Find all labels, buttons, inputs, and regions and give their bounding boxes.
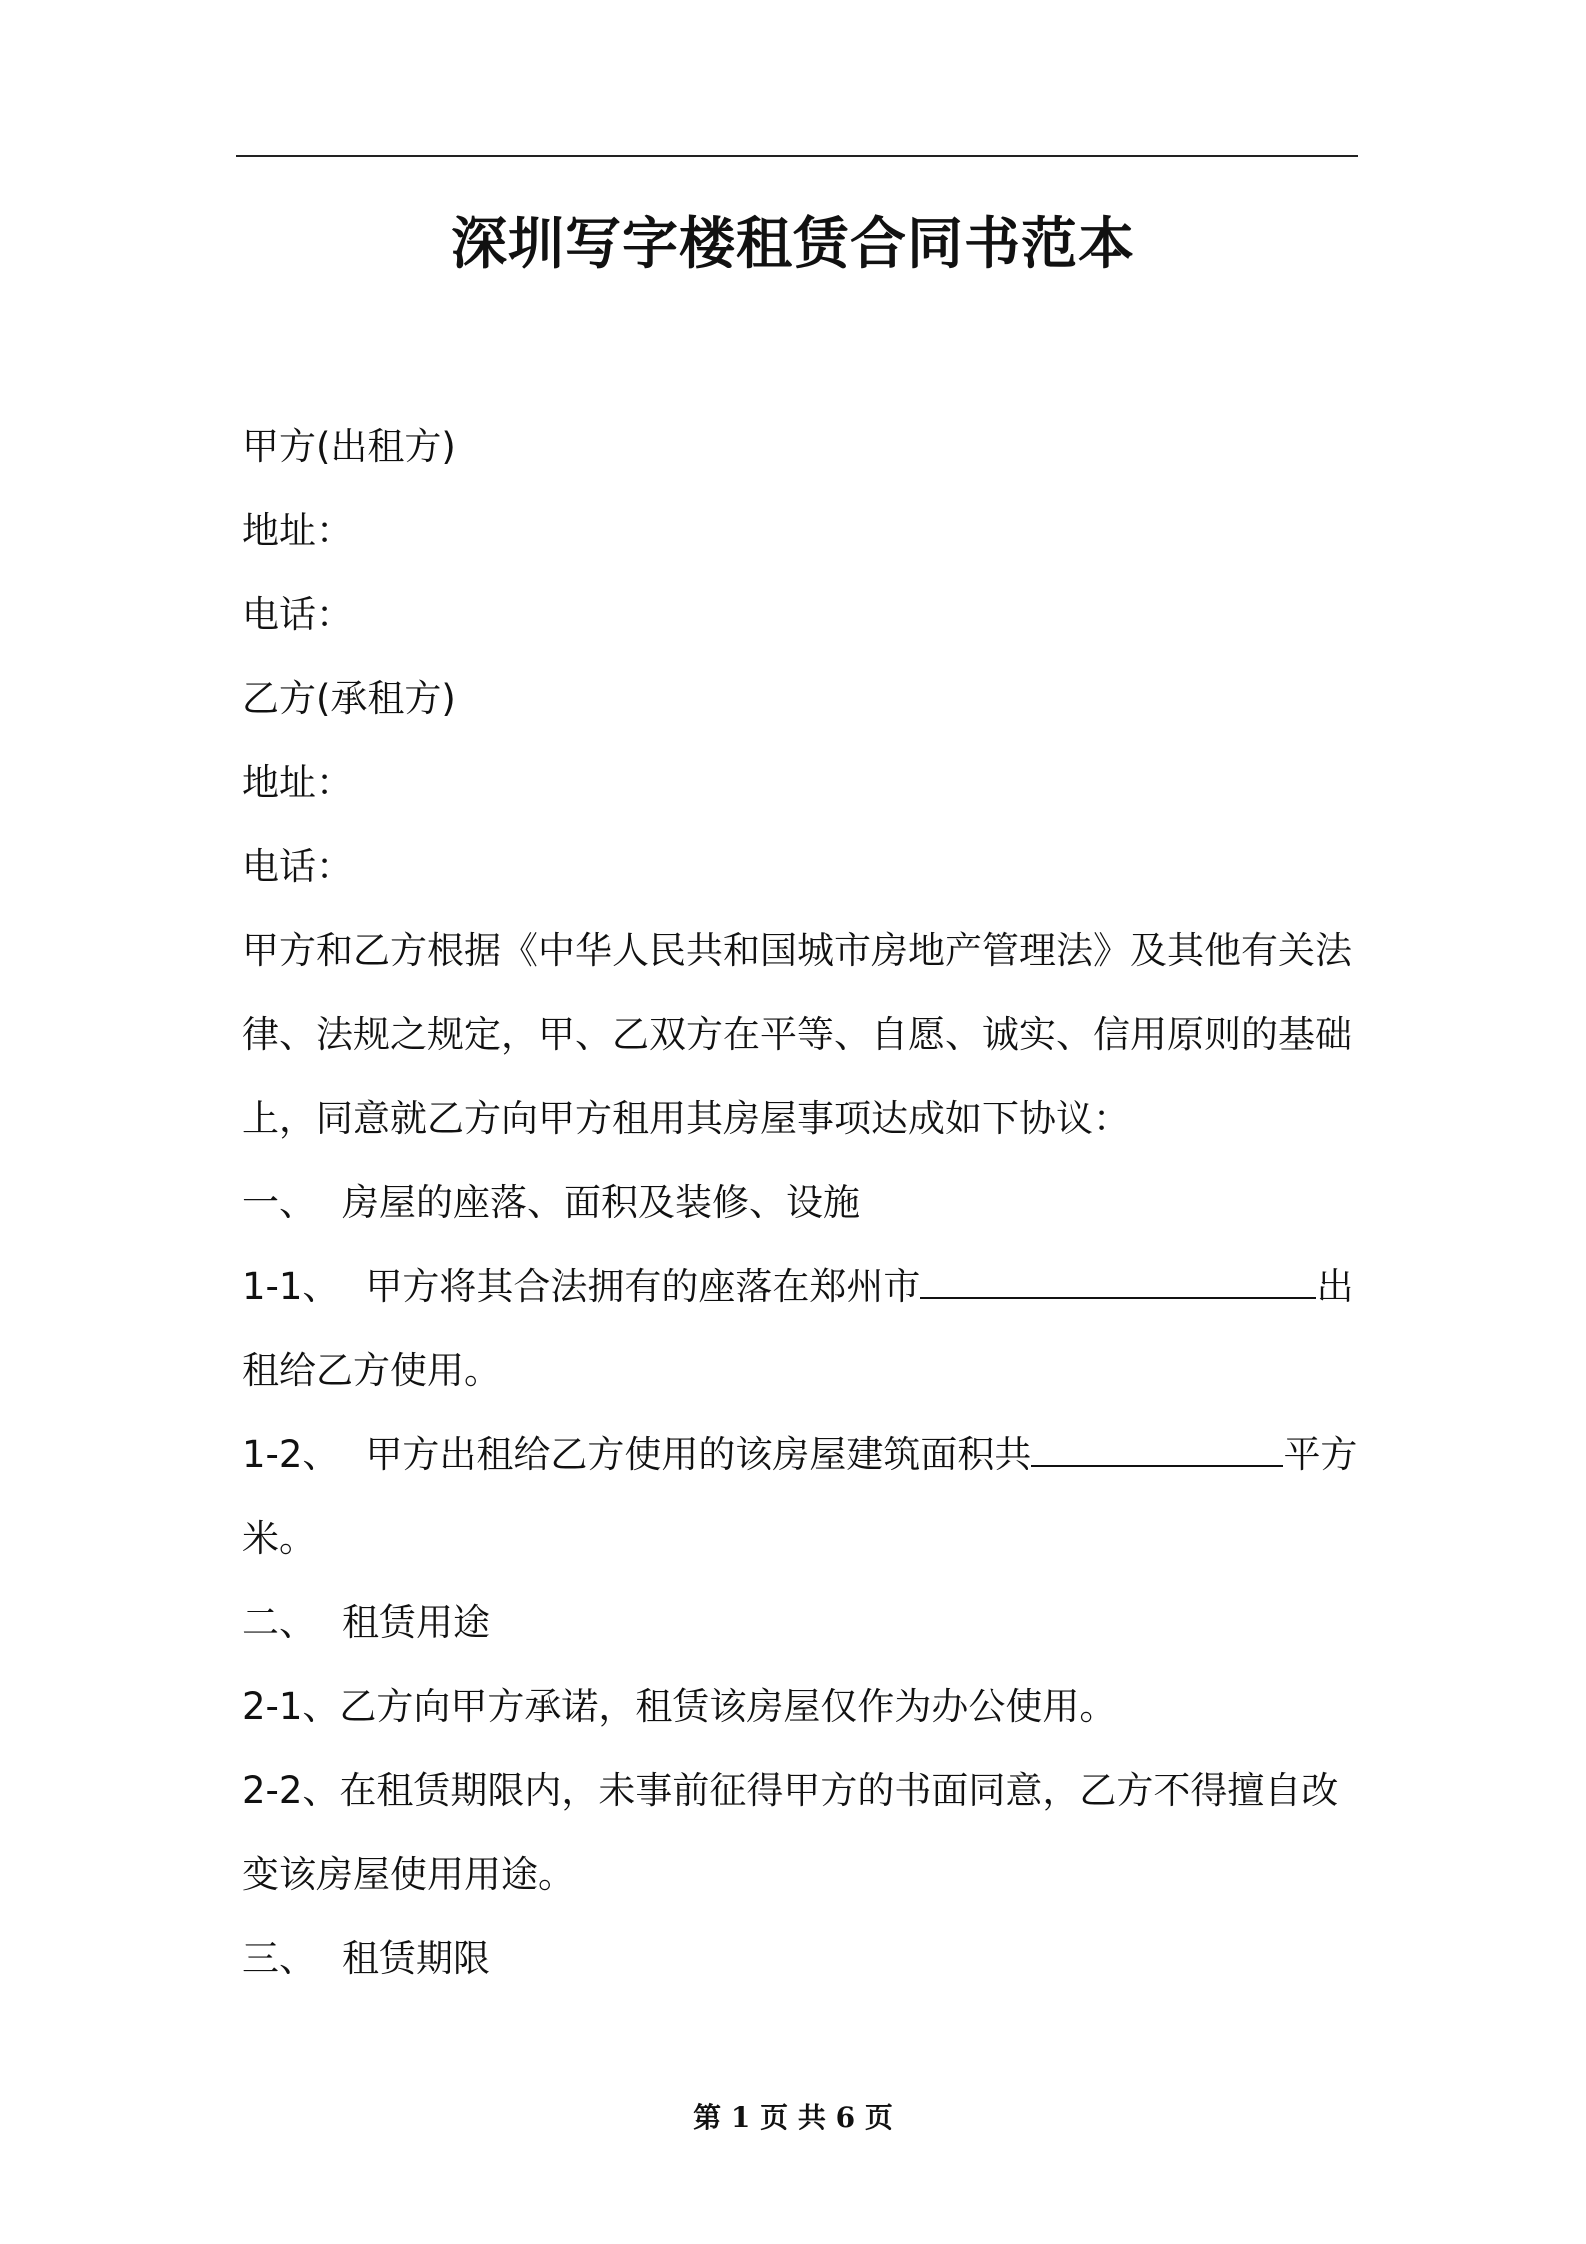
section-2-heading <box>242 1581 1357 1665</box>
clause-1-2-number: 1-2、 <box>242 1433 340 1476</box>
section-3-title: 租赁期限 <box>342 1937 490 1980</box>
section-2-number: 二、 <box>242 1601 316 1644</box>
party-b-address: 地址： <box>242 761 353 804</box>
party-a-phone: 电话： <box>242 593 353 636</box>
clause-1-2-text: 甲方出租给乙方使用的该房屋建筑面积共 <box>365 1433 1032 1476</box>
document-title: 深圳写字楼租赁合同书范本 <box>451 212 1135 277</box>
party-b-label: 乙方(承租方) <box>242 677 456 720</box>
page-number: 第 1 页 共 6 页 <box>693 2101 893 2134</box>
party-b-phone: 电话： <box>242 845 353 888</box>
clause-1-1 <box>242 1245 1357 1329</box>
section-3-number: 三、 <box>242 1937 316 1980</box>
section-3-heading <box>242 1917 1357 2001</box>
location-blank-field[interactable] <box>920 1263 1316 1299</box>
clause-2-2-continuation: 变该房屋使用用途。 <box>242 1853 575 1896</box>
section-2-title: 租赁用途 <box>342 1601 490 1644</box>
clause-1-1-text: 甲方将其合法拥有的座落在郑州市 <box>365 1265 921 1308</box>
party-a-address: 地址： <box>242 509 353 552</box>
document-body <box>242 405 1357 2001</box>
clause-1-2 <box>242 1413 1357 1497</box>
clause-1-1-tail: 出 <box>1316 1265 1354 1308</box>
clause-2-1: 2-1、乙方向甲方承诺，租赁该房屋仅作为办公使用。 <box>242 1685 1117 1728</box>
clause-1-1-number: 1-1、 <box>242 1265 340 1308</box>
party-a-label: 甲方(出租方) <box>242 425 456 468</box>
clause-1-2-continuation: 米。 <box>242 1517 316 1560</box>
clause-1-2-tail: 平方 <box>1283 1433 1358 1476</box>
clause-2-2: 2-2、在租赁期限内，未事前征得甲方的书面同意，乙方不得擅自改 <box>242 1769 1339 1812</box>
area-blank-field[interactable] <box>1031 1431 1283 1467</box>
header-rule <box>236 155 1358 157</box>
section-1-number: 一、 <box>242 1181 316 1224</box>
section-1-title: 房屋的座落、面积及装修、设施 <box>342 1181 860 1224</box>
preamble-line: 律、法规之规定，甲、乙双方在平等、自愿、诚实、信用原则的基础 <box>242 1013 1352 1056</box>
preamble-line: 甲方和乙方根据《中华人民共和国城市房地产管理法》及其他有关法 <box>242 929 1352 972</box>
preamble-line: 上，同意就乙方向甲方租用其房屋事项达成如下协议： <box>242 1097 1130 1140</box>
clause-1-1-continuation: 租给乙方使用。 <box>242 1349 501 1392</box>
section-1-heading <box>242 1161 1357 1245</box>
